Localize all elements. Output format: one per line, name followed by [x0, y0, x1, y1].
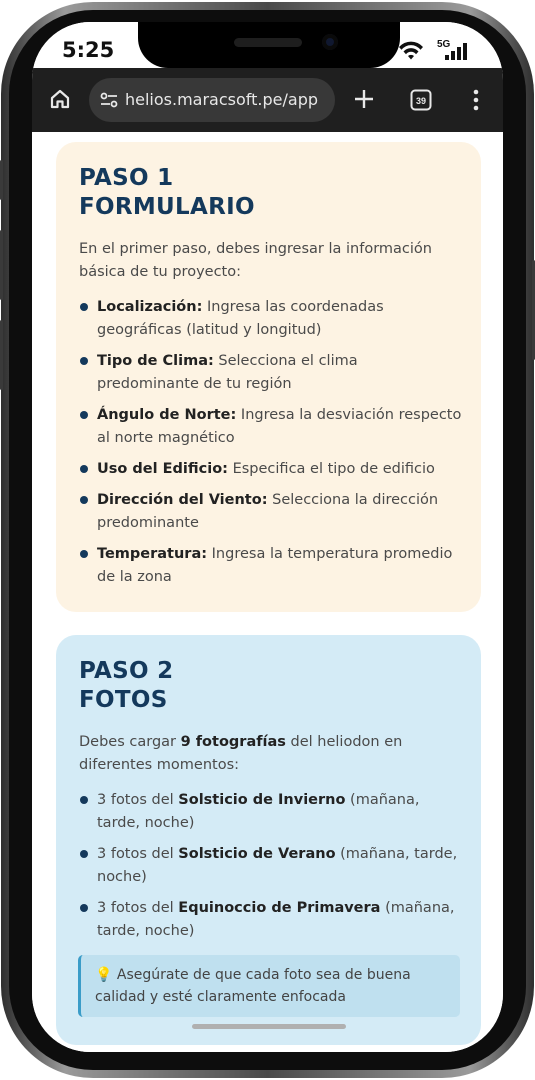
url-text: helios.maracsoft.pe/app: [125, 90, 318, 109]
bullet-icon: [80, 904, 88, 912]
tab-switcher-button[interactable]: [410, 89, 432, 111]
step1-item: [79, 543, 464, 589]
step1-item-text: Selecciona la dirección predominante: [97, 492, 439, 531]
speaker-grille: [234, 38, 302, 47]
step2-item-post: (mañana, tarde, noche): [97, 900, 455, 939]
step1-item-label: Localización:: [97, 299, 203, 315]
step2-item: [79, 789, 464, 835]
step2-title-line2: FOTOS: [79, 687, 168, 713]
bullet-icon: [80, 550, 88, 558]
step1-item: [79, 404, 464, 450]
bullet-icon: [80, 796, 88, 804]
step2-item-bold: Solsticio de Invierno: [178, 792, 346, 808]
tip-text: [95, 964, 455, 1008]
step2-intro: [79, 731, 459, 777]
page-content: [32, 132, 503, 1052]
step1-item-text: Especifica el tipo de edificio: [227, 461, 435, 477]
step1-item-label: Ángulo de Norte:: [97, 407, 237, 423]
bullet-icon: [80, 496, 88, 504]
step1-title: [79, 164, 255, 222]
tip-message: Asegúrate de que cada foto sea de buena calidad y esté claramente enfocada: [95, 967, 411, 1005]
lightbulb-icon: 💡: [95, 967, 113, 983]
step1-intro: En el primer paso, debes ingresar la información básica de tu proyecto:: [79, 241, 432, 280]
dynamic-island: [138, 22, 400, 68]
step2-card: [56, 635, 481, 1045]
step2-item-pre: 3 fotos del: [97, 792, 179, 808]
bullet-icon: [80, 411, 88, 419]
status-bar: [32, 22, 503, 68]
more-menu-icon[interactable]: [473, 89, 479, 115]
step2-item-post: (mañana, tarde, noche): [97, 846, 458, 885]
step1-item: [79, 296, 464, 342]
step1-item-label: Tipo de Clima:: [97, 353, 214, 369]
step1-item: [79, 350, 464, 396]
step1-title-line2: FORMULARIO: [79, 194, 255, 220]
step1-item: [79, 458, 464, 481]
phone-side-button: [0, 160, 3, 200]
status-icons-svg: [397, 38, 477, 62]
step2-item-pre: 3 fotos del: [97, 846, 179, 862]
step1-item: [79, 489, 464, 535]
step1-title-line1: PASO 1: [79, 165, 174, 191]
bullet-icon: [80, 850, 88, 858]
home-indicator[interactable]: [192, 1024, 346, 1029]
step1-item-label: Uso del Edificio:: [97, 461, 228, 477]
step1-item-text: Ingresa las coordenadas geográficas (latitud y longitud): [97, 299, 384, 338]
step1-card: [56, 142, 481, 612]
step2-intro-pre: Debes cargar: [79, 734, 181, 750]
network-type: 5G: [437, 39, 451, 50]
step1-item-label: Dirección del Viento:: [97, 492, 268, 508]
step2-title: [79, 657, 173, 715]
url-bar[interactable]: [89, 78, 335, 122]
phone-screen: [32, 22, 503, 1052]
step2-title-line1: PASO 2: [79, 658, 174, 684]
bullet-icon: [80, 357, 88, 365]
step2-item: [79, 843, 464, 889]
step2-item-bold: Solsticio de Verano: [178, 846, 336, 862]
step2-list: [79, 789, 464, 943]
volume-up-button: [0, 230, 3, 300]
front-camera: [322, 34, 338, 50]
bullet-icon: [80, 465, 88, 473]
step2-item-post: (mañana, tarde, noche): [97, 792, 420, 831]
step2-intro-bold: 9 fotografías: [180, 734, 286, 750]
home-icon[interactable]: [49, 88, 71, 114]
new-tab-icon[interactable]: [353, 88, 375, 114]
tip-callout: [78, 955, 460, 1017]
step1-item-text: Ingresa la temperatura promedio de la zona: [97, 546, 453, 585]
bullet-icon: [80, 303, 88, 311]
wifi-icon: [399, 42, 423, 60]
step1-list: [79, 296, 464, 589]
browser-toolbar: [32, 68, 503, 132]
tab-count: 39: [415, 96, 427, 106]
volume-down-button: [0, 320, 3, 390]
tab-switcher-icon: [410, 89, 432, 111]
step1-item-label: Temperatura:: [97, 546, 208, 562]
step1-item-text: Selecciona el clima predominante de tu región: [97, 353, 358, 392]
status-icons: [397, 38, 477, 62]
step2-item-pre: 3 fotos del: [97, 900, 179, 916]
step2-intro-post: del heliodon en diferentes momentos:: [79, 734, 403, 773]
status-time: 5:25: [62, 38, 115, 62]
step1-item-text: Ingresa la desviación respecto al norte magnético: [97, 407, 462, 446]
step2-item-bold: Equinoccio de Primavera: [178, 900, 381, 916]
step2-item: [79, 897, 464, 943]
site-settings-icon[interactable]: [99, 90, 119, 114]
